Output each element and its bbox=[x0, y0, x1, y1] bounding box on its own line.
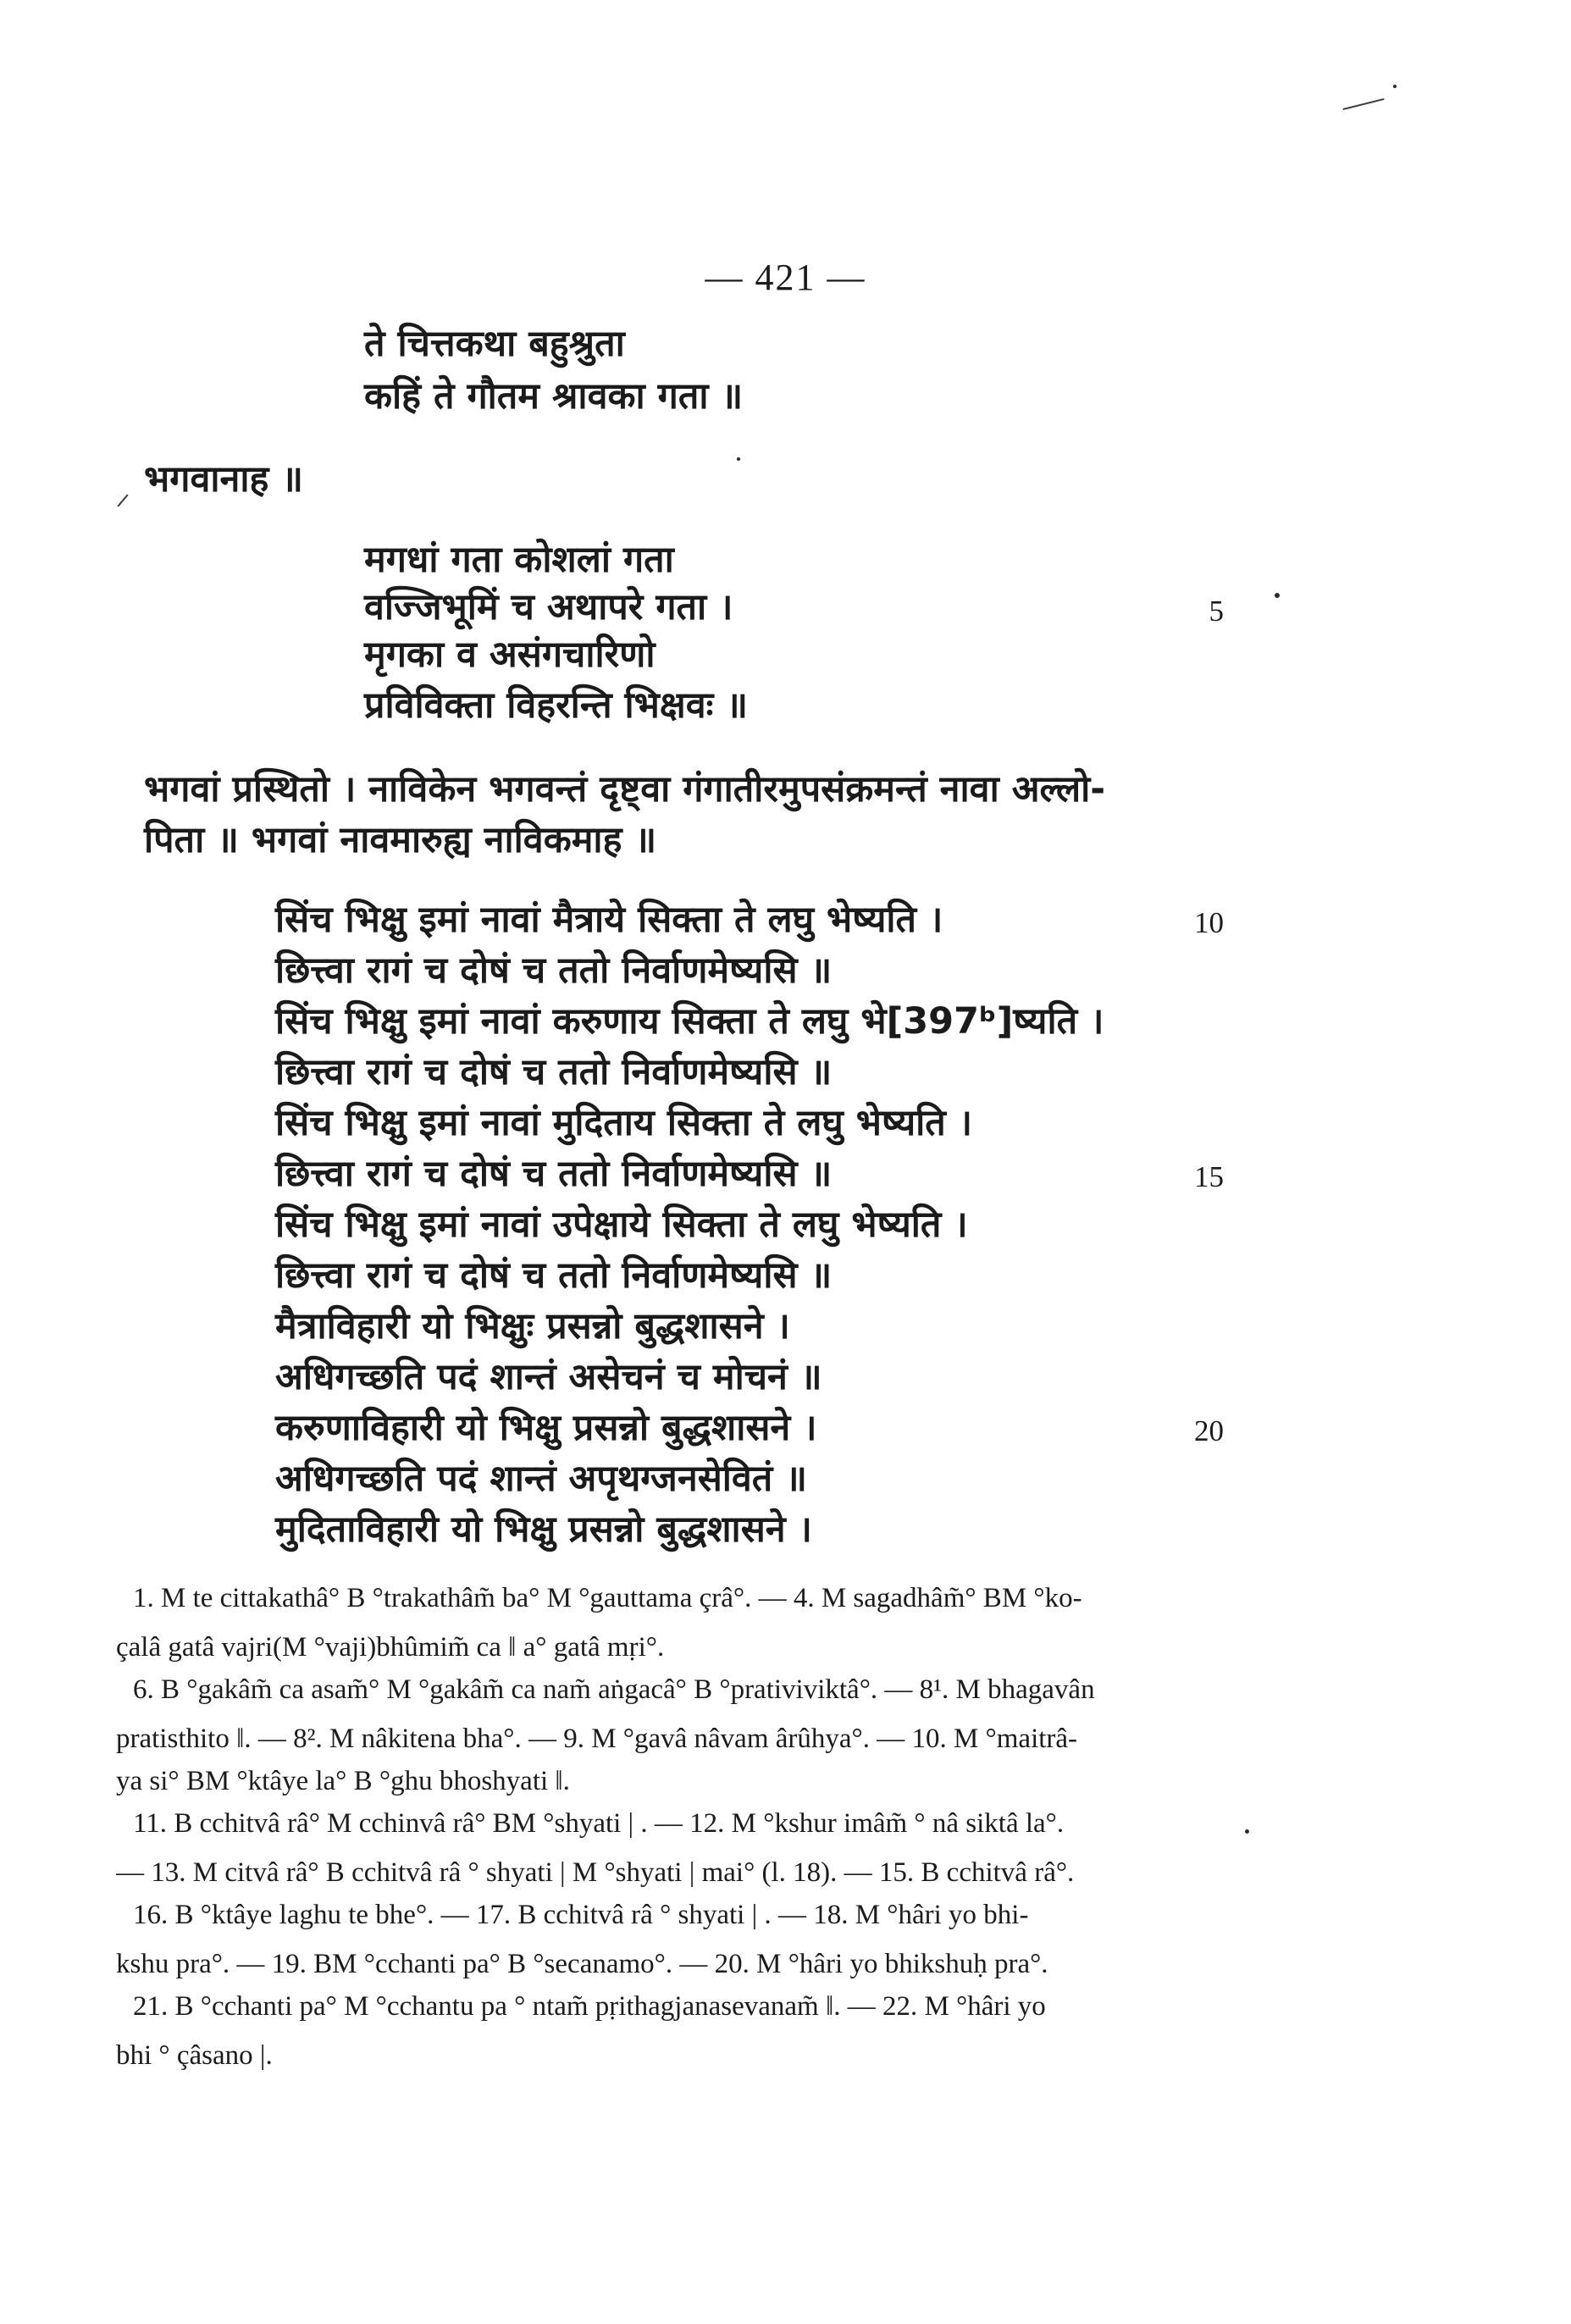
prose-line: पिता ॥ भगवां नावमारुह्य नाविकमाह ॥ bbox=[144, 819, 657, 861]
verse-line: छित्त्वा रागं च दोषं च ततो निर्वाणमेष्यसि ॥ bbox=[275, 1051, 833, 1093]
scan-speck bbox=[1245, 1829, 1249, 1834]
verse-line: अधिगच्छति पदं शान्तं अपृथग्जनसेवितं ॥ bbox=[275, 1458, 808, 1500]
scan-speck bbox=[737, 457, 740, 461]
footnote-line: çalâ gatâ vajri(M °vaji)bhûmim̃ ca ‖ a° gatâ mṛi°. bbox=[116, 1632, 665, 1663]
footnote-line: pratisthito ‖. — 8². M nâkitena bha°. — 9. M °gavâ nâvam ârûhya°. — 10. M °maitrâ- bbox=[116, 1724, 1078, 1754]
verse-line: मुदिताविहारी यो भिक्षु प्रसन्नो बुद्धशासने । bbox=[275, 1508, 812, 1551]
verse-line: वज्जिभूमिं च अथापरे गता । bbox=[364, 586, 733, 628]
line-number: 10 bbox=[1194, 906, 1224, 939]
footnote-line: bhi ° çâsano |. bbox=[116, 2040, 273, 2071]
verse-line: ते चित्तकथा बहुश्रुता bbox=[364, 323, 625, 365]
footnote-line: 6. B °gakâm̃ ca asam̃° M °gakâm̃ ca nam̃ aṅgacâ° B °prativiviktâ°. — 8¹. M bhagavân bbox=[133, 1674, 1095, 1705]
verse-line: सिंच भिक्षु इमां नावां उपेक्षाये सिक्ता ते लघु भेष्यति । bbox=[275, 1204, 968, 1246]
prose-line: भगवां प्रस्थितो । नाविकेन भगवन्तं दृष्ट्वा गंगातीरमुपसंक्रमन्तं नावा अल्लो- bbox=[144, 768, 1106, 811]
footnote-line: — 13. M citvâ râ° B cchitvâ râ ° shyati | M °shyati | mai° (l. 18). — 15. B cchitvâ râ°. bbox=[116, 1857, 1075, 1888]
line-number: 15 bbox=[1194, 1160, 1224, 1193]
footnote-line: 21. B °cchanti pa° M °cchantu pa ° ntam̃ pṛithagjanasevanam̃ ‖. — 22. M °hâri yo bbox=[133, 1991, 1046, 2022]
verse-line: प्रविविक्ता विहरन्ति भिक्षवः ॥ bbox=[364, 684, 749, 727]
verse-line: मैत्राविहारी यो भिक्षुः प्रसन्नो बुद्धशासने । bbox=[275, 1305, 790, 1347]
footnote-line: ya si° BM °ktâye la° B °ghu bhoshyati ‖. bbox=[116, 1766, 570, 1796]
footnote-line: kshu pra°. — 19. BM °cchanti pa° B °secanamo°. — 20. M °hâri yo bhikshuḥ pra°. bbox=[116, 1949, 1048, 1979]
verse-line: छित्त्वा रागं च दोषं च ततो निर्वाणमेष्यसि ॥ bbox=[275, 1153, 833, 1195]
verse-line: करुणाविहारी यो भिक्षु प्रसन्नो बुद्धशासने । bbox=[275, 1407, 817, 1449]
verse-line: कहिं ते गौतम श्रावका गता ॥ bbox=[364, 375, 744, 418]
scan-speck bbox=[1393, 85, 1397, 88]
speaker-heading: भगवानाह ॥ bbox=[144, 458, 304, 501]
verse-line: सिंच भिक्षु इमां नावां मैत्राये सिक्ता ते लघु भेष्यति । bbox=[275, 899, 943, 941]
line-number: 20 bbox=[1194, 1414, 1224, 1447]
line-number: 5 bbox=[1209, 595, 1224, 628]
footnotes bbox=[116, 1577, 1179, 2077]
verse-line: सिंच भिक्षु इमां नावां करुणाय सिक्ता ते लघु भे[397ᵇ]ष्यति । bbox=[275, 1000, 1104, 1043]
verse-line: छित्त्वा रागं च दोषं च ततो निर्वाणमेष्यसि ॥ bbox=[275, 949, 833, 992]
scan-mark bbox=[1343, 98, 1385, 110]
page-number: — 421 — bbox=[705, 257, 866, 298]
verse-line: मगधां गता कोशलां गता bbox=[364, 539, 674, 581]
scan-mark bbox=[117, 494, 128, 506]
verse-line: अधिगच्छति पदं शान्तं असेचनं च मोचनं ॥ bbox=[275, 1356, 822, 1398]
footnote-line: 16. B °ktâye laghu te bhe°. — 17. B cchitvâ râ ° shyati | . — 18. M °hâri yo bhi- bbox=[133, 1900, 1029, 1930]
verse-line: सिंच भिक्षु इमां नावां मुदिताय सिक्ता ते लघु भेष्यति । bbox=[275, 1102, 973, 1144]
verse-line: मृगका व असंगचारिणो bbox=[364, 634, 656, 676]
footnote-line: 11. B cchitvâ râ° M cchinvâ râ° BM °shyati | . — 12. M °kshur imâm̃ ° nâ siktâ la°. bbox=[133, 1808, 1065, 1839]
scan-speck bbox=[1275, 593, 1280, 598]
footnote-line: 1. M te cittakathâ° B °trakathâm̃ ba° M °gauttama çrâ°. — 4. M sagadhâm̃° BM °ko- bbox=[133, 1583, 1082, 1613]
verse-line: छित्त्वा रागं च दोषं च ततो निर्वाणमेष्यसि ॥ bbox=[275, 1254, 833, 1297]
